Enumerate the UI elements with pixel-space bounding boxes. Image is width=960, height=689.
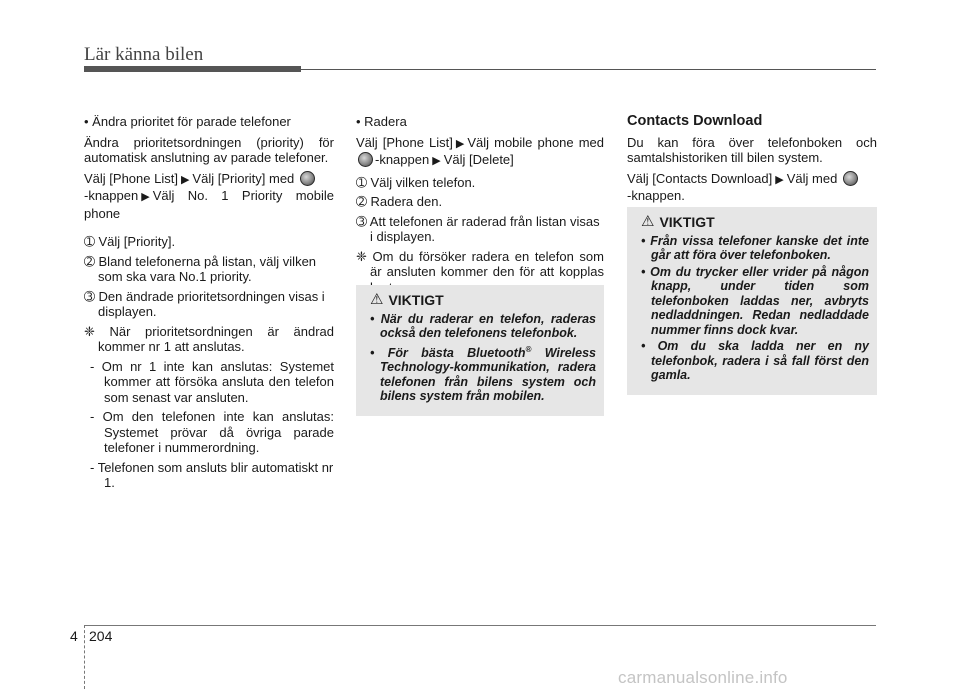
warning-box-contacts: ⚠ VIKTIGT • Från vissa telefoner kanske det inte går att föra över telefonboken. • Om du trycker eller vrider på någon knapp, under tiden som telefonboken laddas ner, avbryts nedladdningen. Redan nedladdade nummer finns dock kvar. • Om du ska ladda ner en ny telefonbok, radera i så fall först den gamla.	[627, 207, 877, 395]
delete-step-1: ➀ Välj vilken telefon.	[356, 174, 476, 190]
footer-rule	[84, 625, 876, 626]
arrow-right-icon: ▶	[775, 173, 784, 186]
warning-item: • Om du ska ladda ner en ny telefonbok, radera i så fall först den gamla.	[641, 339, 869, 382]
footer-divider	[84, 625, 85, 689]
contacts-intro: Du kan föra över telefonboken och samtalshistoriken till bilen system.	[627, 134, 877, 165]
knob-icon	[358, 152, 373, 167]
warning-icon: ⚠	[641, 213, 655, 230]
header-rule	[301, 69, 876, 70]
priority-step-2: ➁ Bland telefonerna på listan, välj vilken som ska vara No.1 priority.	[84, 253, 317, 284]
column-contacts	[627, 114, 877, 209]
priority-path: Välj [Phone List] ▶ Välj [Priority] med -knappen ▶ Välj No. 1 Priority mobile phone	[84, 170, 334, 221]
priority-step-3: ➂ Den ändrade prioritetsordningen visas i displayen.	[84, 288, 325, 319]
arrow-right-icon: ▶	[180, 173, 190, 186]
delete-note: ❈ Om du försöker radera en telefon som är ansluten kommer den för att kopplas	[356, 248, 604, 279]
arrow-right-icon: ▶	[432, 155, 441, 167]
warning-icon: ⚠	[370, 291, 384, 308]
section-title: Contacts Download	[627, 113, 763, 129]
page-number: 204	[89, 628, 113, 644]
column-priority	[84, 114, 334, 495]
warning-item: • Om du trycker eller vrider på någon knapp, under tiden som telefonboken laddas ner, avbryts nedladdningen. Redan nedladdade nummer finns dock kvar.	[641, 264, 869, 337]
knob-icon	[843, 171, 858, 186]
arrow-right-icon: ▶	[141, 191, 150, 203]
watermark: carmanualsonline.info	[618, 668, 788, 687]
bullet-delete: • Radera	[356, 114, 407, 129]
column-delete	[356, 114, 604, 299]
page-header-title: Lär känna bilen	[84, 44, 204, 65]
priority-note: ❈ När prioritetsordningen är ändrad kommer nr 1 att anslutas.	[84, 323, 334, 354]
delete-step-3: ➂ Att telefonen är raderad från listan visas i displayen.	[356, 213, 600, 244]
warning-item: • När du raderar en telefon, raderas också den telefonens telefonbok.	[370, 311, 596, 340]
priority-intro: Ändra prioritetsordningen (priority) för automatisk anslutning av parade telefoner.	[84, 134, 334, 165]
priority-dash-1: - Om nr 1 inte kan anslutas: Systemet kommer att försöka ansluta den telefon som senast var ansluten.	[90, 358, 334, 405]
warning-item: • Från vissa telefoner kanske det inte går att föra över telefonboken.	[641, 233, 869, 262]
priority-dash-3: - Telefonen som ansluts blir automatiskt nr 1.	[90, 459, 334, 490]
warning-item: • För bästa Bluetooth® Wireless Technology-kommunikation, radera telefonen från bilens system och bilens system från mobilen.	[370, 344, 597, 404]
chapter-number: 4	[70, 628, 78, 644]
priority-dash-2: - Om den telefonen inte kan anslutas: Systemet prövar då övriga parade telefoner i nummerordning.	[90, 409, 334, 455]
header-bar	[84, 66, 301, 72]
knob-icon	[300, 171, 315, 186]
delete-step-2: ➁ Radera den.	[356, 194, 443, 209]
delete-path: Välj [Phone List] ▶ Välj mobile phone med -knappen ▶ Välj [Delete]	[356, 135, 604, 170]
arrow-right-icon: ▶	[455, 137, 465, 150]
contacts-path: Välj [Contacts Download] ▶ Välj med -knappen.	[627, 171, 877, 204]
priority-step-1: ➀ Välj [Priority].	[84, 234, 176, 249]
bullet-priority: • Ändra prioritet för parade telefoner	[84, 114, 291, 129]
warning-box-delete: ⚠ VIKTIGT • När du raderar en telefon, raderas också den telefonens telefonbok. • För bästa Bluetooth® Wireless Technology-kommunikation, radera telefonen från bilens system och bilens system från mobilen.	[356, 285, 604, 416]
